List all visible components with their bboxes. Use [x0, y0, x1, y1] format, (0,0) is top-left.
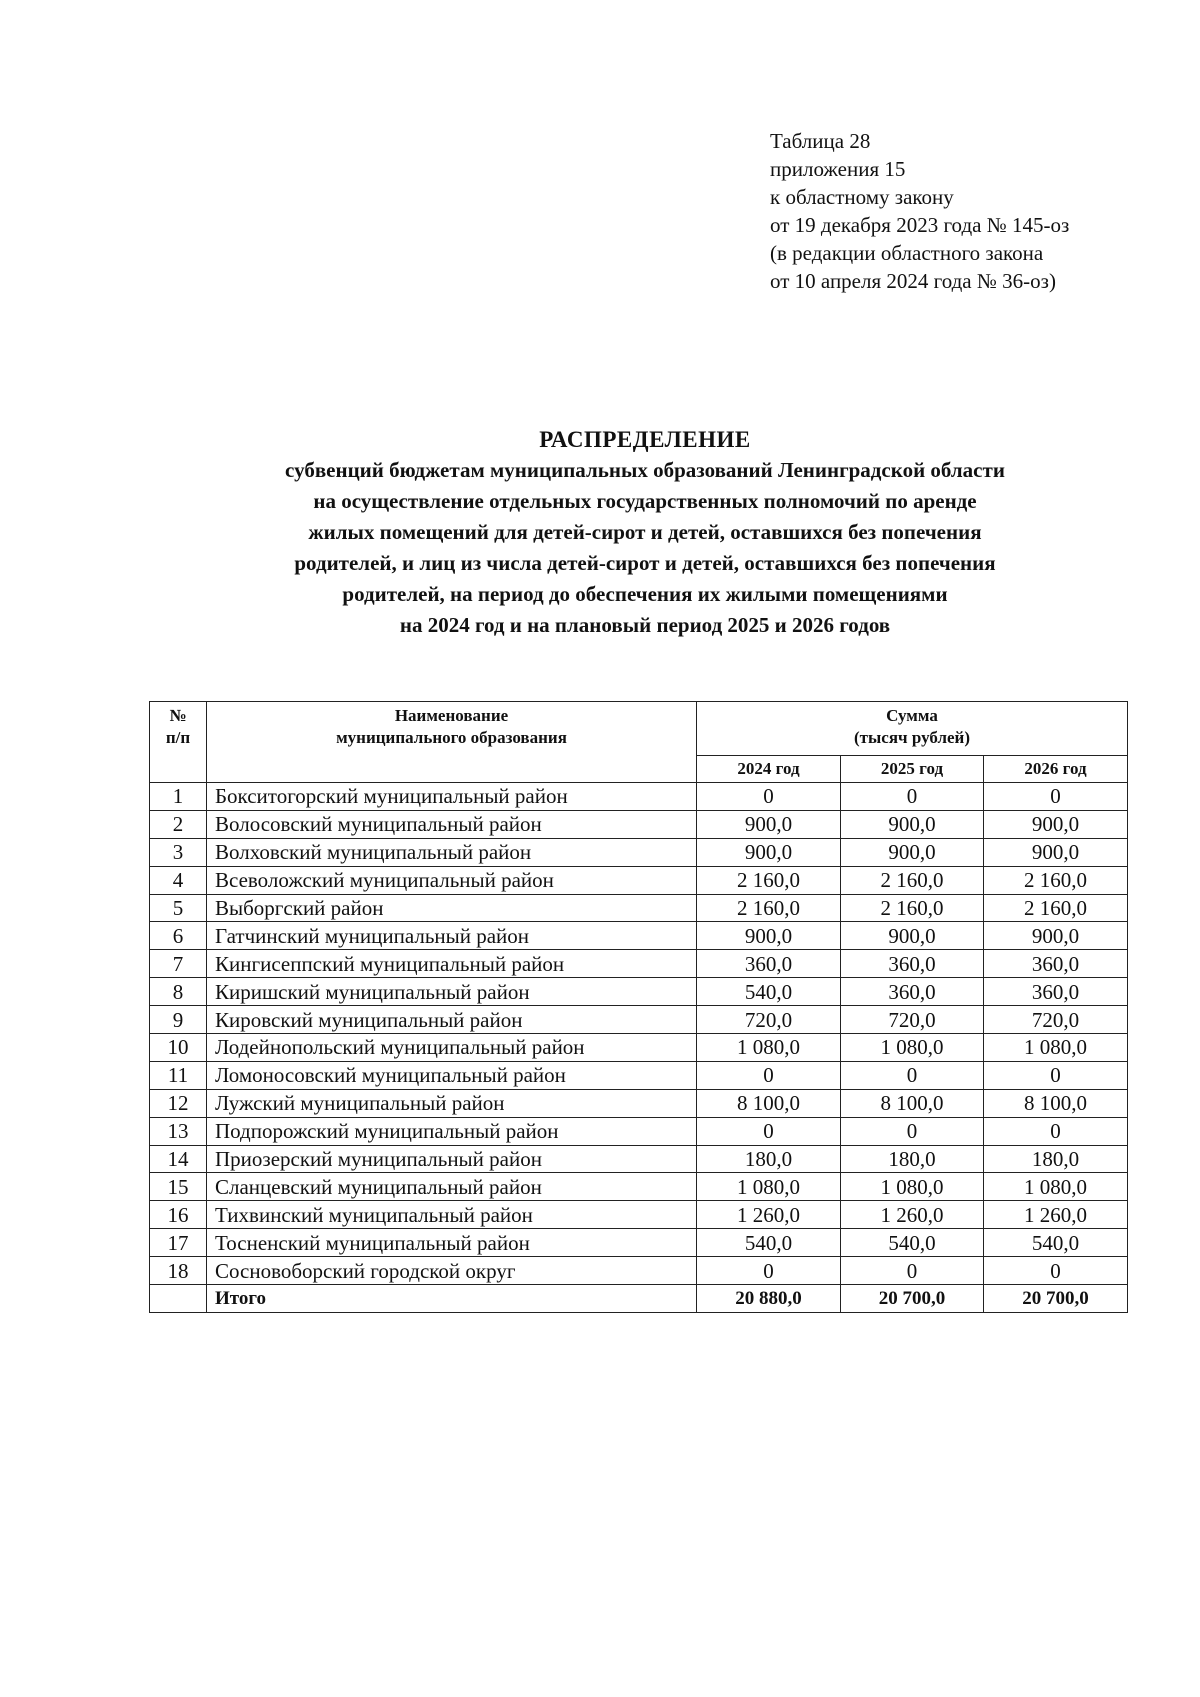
table-row — [150, 1089, 1128, 1117]
row-amount-2025: 0 — [841, 783, 984, 811]
row-number: 1 — [150, 783, 207, 811]
annex-reference — [770, 127, 1170, 295]
row-amount-2026: 0 — [984, 783, 1128, 811]
heading-line: на 2024 год и на плановый период 2025 и 2026 годов — [399, 613, 891, 637]
table-body — [150, 783, 1128, 1285]
row-amount-2026: 0 — [984, 1061, 1128, 1089]
row-amount-2024: 0 — [697, 783, 841, 811]
row-municipality-name: Киришский муниципальный район — [207, 978, 697, 1006]
row-amount-2024: 900,0 — [697, 922, 841, 950]
row-number: 2 — [150, 810, 207, 838]
row-amount-2026: 1 260,0 — [984, 1201, 1128, 1229]
document-title: РАСПРЕДЕЛЕНИЕ — [539, 427, 751, 452]
row-amount-2026: 720,0 — [984, 1006, 1128, 1034]
row-municipality-name: Тихвинский муниципальный район — [207, 1201, 697, 1229]
row-amount-2024: 360,0 — [697, 950, 841, 978]
table-row — [150, 1061, 1128, 1089]
heading-line: субвенций бюджетам муниципальных образований Ленинградской области — [285, 458, 1005, 482]
header-year-2026: 2026 год — [984, 756, 1128, 783]
row-amount-2026: 900,0 — [984, 838, 1128, 866]
row-amount-2026: 0 — [984, 1117, 1128, 1145]
row-amount-2024: 1 260,0 — [697, 1201, 841, 1229]
table-row — [150, 810, 1128, 838]
table-row — [150, 978, 1128, 1006]
heading-line: жилых помещений для детей-сирот и детей, оставшихся без попечения — [308, 520, 982, 544]
row-number: 14 — [150, 1145, 207, 1173]
row-amount-2024: 720,0 — [697, 1006, 841, 1034]
row-amount-2024: 0 — [697, 1061, 841, 1089]
row-amount-2024: 540,0 — [697, 978, 841, 1006]
header-number-line1: № — [169, 706, 187, 725]
row-amount-2025: 180,0 — [841, 1145, 984, 1173]
annex-line: к областному закону — [770, 185, 954, 209]
row-number: 18 — [150, 1257, 207, 1285]
total-2024: 20 880,0 — [697, 1285, 841, 1313]
total-2025: 20 700,0 — [841, 1285, 984, 1313]
table-row — [150, 1257, 1128, 1285]
annex-line: приложения 15 — [770, 157, 906, 181]
row-municipality-name: Кировский муниципальный район — [207, 1006, 697, 1034]
header-year-2024: 2024 год — [697, 756, 841, 783]
row-amount-2024: 2 160,0 — [697, 866, 841, 894]
row-amount-2024: 900,0 — [697, 838, 841, 866]
row-amount-2024: 900,0 — [697, 810, 841, 838]
row-amount-2025: 2 160,0 — [841, 866, 984, 894]
row-number: 7 — [150, 950, 207, 978]
row-number: 6 — [150, 922, 207, 950]
table-row — [150, 838, 1128, 866]
row-amount-2026: 1 080,0 — [984, 1173, 1128, 1201]
total-number-cell — [150, 1285, 207, 1313]
row-amount-2025: 8 100,0 — [841, 1089, 984, 1117]
row-number: 5 — [150, 894, 207, 922]
row-amount-2024: 1 080,0 — [697, 1173, 841, 1201]
header-name — [207, 702, 697, 783]
row-number: 10 — [150, 1034, 207, 1062]
row-amount-2025: 1 260,0 — [841, 1201, 984, 1229]
row-amount-2025: 720,0 — [841, 1006, 984, 1034]
table-row — [150, 1006, 1128, 1034]
row-amount-2026: 0 — [984, 1257, 1128, 1285]
row-municipality-name: Бокситогорский муниципальный район — [207, 783, 697, 811]
table-row — [150, 1229, 1128, 1257]
row-amount-2026: 8 100,0 — [984, 1089, 1128, 1117]
row-amount-2024: 540,0 — [697, 1229, 841, 1257]
row-amount-2025: 1 080,0 — [841, 1034, 984, 1062]
total-2026: 20 700,0 — [984, 1285, 1128, 1313]
header-name-line1: Наименование — [394, 706, 509, 725]
row-amount-2025: 360,0 — [841, 950, 984, 978]
table-row — [150, 922, 1128, 950]
row-amount-2026: 540,0 — [984, 1229, 1128, 1257]
row-amount-2026: 360,0 — [984, 950, 1128, 978]
row-municipality-name: Выборгский район — [207, 894, 697, 922]
row-amount-2025: 0 — [841, 1257, 984, 1285]
header-sum-line2: (тысяч рублей) — [854, 728, 970, 747]
table-row — [150, 1034, 1128, 1062]
annex-line: от 10 апреля 2024 года № 36-оз) — [770, 269, 1056, 293]
header-number — [150, 702, 207, 783]
header-sum — [697, 702, 1128, 756]
row-municipality-name: Волховский муниципальный район — [207, 838, 697, 866]
table-row — [150, 866, 1128, 894]
row-municipality-name: Тосненский муниципальный район — [207, 1229, 697, 1257]
table-footer — [150, 1285, 1128, 1313]
row-municipality-name: Ломоносовский муниципальный район — [207, 1061, 697, 1089]
row-amount-2025: 360,0 — [841, 978, 984, 1006]
document-heading — [150, 425, 1140, 641]
row-amount-2025: 0 — [841, 1061, 984, 1089]
header-year-2025: 2025 год — [841, 756, 984, 783]
row-amount-2025: 2 160,0 — [841, 894, 984, 922]
row-municipality-name: Сосновоборский городской округ — [207, 1257, 697, 1285]
row-number: 3 — [150, 838, 207, 866]
row-amount-2025: 900,0 — [841, 810, 984, 838]
table-row — [150, 783, 1128, 811]
row-number: 9 — [150, 1006, 207, 1034]
header-number-line2: п/п — [165, 728, 191, 747]
distribution-table — [149, 701, 1128, 1313]
row-amount-2025: 540,0 — [841, 1229, 984, 1257]
row-number: 8 — [150, 978, 207, 1006]
row-amount-2026: 2 160,0 — [984, 866, 1128, 894]
row-number: 13 — [150, 1117, 207, 1145]
row-amount-2025: 900,0 — [841, 838, 984, 866]
row-amount-2024: 1 080,0 — [697, 1034, 841, 1062]
row-amount-2025: 0 — [841, 1117, 984, 1145]
row-municipality-name: Лужский муниципальный район — [207, 1089, 697, 1117]
table-header — [150, 702, 1128, 783]
row-amount-2025: 900,0 — [841, 922, 984, 950]
row-municipality-name: Кингисеппский муниципальный район — [207, 950, 697, 978]
heading-line: на осуществление отдельных государственных полномочий по аренде — [313, 489, 977, 513]
heading-line: родителей, на период до обеспечения их жилыми помещениями — [342, 582, 948, 606]
heading-line: родителей, и лиц из числа детей-сирот и детей, оставшихся без попечения — [294, 551, 996, 575]
table-row — [150, 950, 1128, 978]
row-amount-2024: 0 — [697, 1117, 841, 1145]
row-municipality-name: Подпорожский муниципальный район — [207, 1117, 697, 1145]
table-row — [150, 1145, 1128, 1173]
row-municipality-name: Всеволожский муниципальный район — [207, 866, 697, 894]
annex-line: от 19 декабря 2023 года № 145-оз — [770, 213, 1070, 237]
annex-line: Таблица 28 — [770, 129, 871, 153]
row-municipality-name: Волосовский муниципальный район — [207, 810, 697, 838]
row-amount-2026: 2 160,0 — [984, 894, 1128, 922]
table-row — [150, 1117, 1128, 1145]
row-number: 11 — [150, 1061, 207, 1089]
row-amount-2024: 180,0 — [697, 1145, 841, 1173]
annex-line: (в редакции областного закона — [770, 241, 1044, 265]
total-row — [150, 1285, 1128, 1313]
row-number: 17 — [150, 1229, 207, 1257]
row-amount-2026: 1 080,0 — [984, 1034, 1128, 1062]
row-municipality-name: Гатчинский муниципальный район — [207, 922, 697, 950]
row-municipality-name: Сланцевский муниципальный район — [207, 1173, 697, 1201]
header-name-line2: муниципального образования — [336, 728, 567, 747]
row-municipality-name: Лодейнопольский муниципальный район — [207, 1034, 697, 1062]
row-amount-2026: 900,0 — [984, 810, 1128, 838]
row-amount-2025: 1 080,0 — [841, 1173, 984, 1201]
row-amount-2026: 360,0 — [984, 978, 1128, 1006]
row-number: 4 — [150, 866, 207, 894]
total-label: Итого — [207, 1285, 697, 1313]
row-number: 12 — [150, 1089, 207, 1117]
table-row — [150, 894, 1128, 922]
row-number: 16 — [150, 1201, 207, 1229]
row-amount-2026: 900,0 — [984, 922, 1128, 950]
row-municipality-name: Приозерский муниципальный район — [207, 1145, 697, 1173]
table-row — [150, 1173, 1128, 1201]
table-row — [150, 1201, 1128, 1229]
row-amount-2026: 180,0 — [984, 1145, 1128, 1173]
row-amount-2024: 8 100,0 — [697, 1089, 841, 1117]
header-sum-line1: Сумма — [886, 706, 938, 725]
row-amount-2024: 2 160,0 — [697, 894, 841, 922]
row-amount-2024: 0 — [697, 1257, 841, 1285]
row-number: 15 — [150, 1173, 207, 1201]
